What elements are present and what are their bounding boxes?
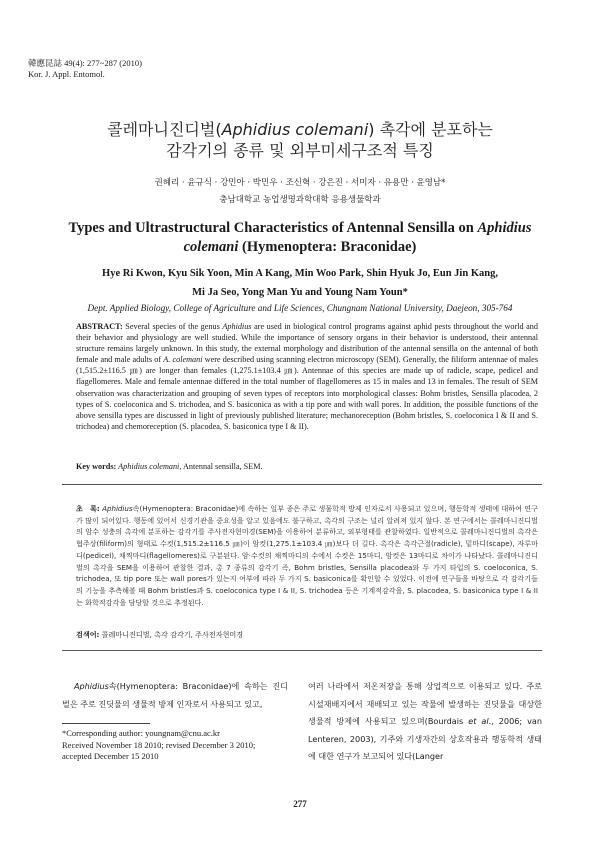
keywords bbox=[76, 462, 538, 471]
journal-citation: 韓應昆誌 49(4): 277~287 (2010) bbox=[28, 58, 142, 68]
body-right-text-1: 여러 나라에서 저온저장을 통해 상업적으로 이용되고 있다. 주로 시설재배지에서 재배되고 있는 작물에 발생하는 진딧물을 대상한 생물적 방제에 사용되고 있으며(Bourdais bbox=[308, 681, 542, 726]
abstract-italic-1: Aphidius bbox=[222, 322, 252, 331]
korean-abstract-italic: Aphidius bbox=[99, 504, 133, 513]
korean-keywords-label: 검색어: bbox=[76, 630, 100, 639]
body-left-column bbox=[62, 678, 288, 713]
korean-abstract bbox=[76, 503, 538, 608]
body-right-text-2: ., 2006; van Lenteren, 2003), 기주와 기생자간의 상호작용과 행동학적 생태에 대한 연구가 보고되어 있다(Langer bbox=[308, 716, 542, 761]
korean-affiliation: 충남대학교 농업생명과학대학 응용생물학과 bbox=[219, 195, 381, 205]
keywords-rest: , Antennal sensilla, SEM. bbox=[179, 462, 263, 471]
english-affiliation: Dept. Applied Biology, College of Agriculture and Life Sciences, Chungnam National University, Daejeon, 305-764 bbox=[87, 303, 513, 313]
english-title-line2: (Hymenoptera: Braconidae) bbox=[238, 239, 417, 255]
journal-header bbox=[28, 58, 142, 80]
abstract bbox=[76, 321, 538, 432]
english-title bbox=[40, 219, 560, 257]
korean-title-pre: 콜레마니진디벌( bbox=[107, 120, 222, 139]
footnote-rule bbox=[62, 723, 150, 724]
english-title-species: colemani bbox=[183, 239, 239, 255]
english-authors-line1: Hye Ri Kwon, Kyu Sik Yoon, Min A Kang, Min Woo Park, Shin Hyuk Jo, Eun Jin Kang, bbox=[102, 268, 498, 279]
korean-authors: 권혜리 · 윤규식 · 강민아 · 박민우 · 조신혁 · 강은진 · 서미자 · 유용만 · 윤영남* bbox=[154, 178, 446, 188]
keywords-label: Key words: bbox=[76, 462, 117, 471]
accepted-date: accepted December 15 2010 bbox=[62, 751, 159, 761]
divider-bottom bbox=[62, 650, 542, 651]
abstract-label: ABSTRACT: bbox=[76, 322, 123, 331]
journal-abbrev: Kor. J. Appl. Entomol. bbox=[28, 69, 105, 79]
english-title-genus: Aphidius bbox=[477, 220, 532, 236]
body-right-column bbox=[308, 678, 542, 766]
abstract-text-2: are used in biological control programs against aphid pests throughout the world and their behavior and physiology are well studied. While the importance of sensory organs in their behavior is understood, their antennal structure remains largely unknown. In this study, the external morphology and distribution of the antennal sensilla on the antennal of both female and male adults of bbox=[76, 322, 538, 365]
korean-keywords-text: 콜레마니진디벌, 촉각 감각기, 주사전자현미경 bbox=[99, 630, 244, 639]
korean-title bbox=[0, 119, 600, 161]
korean-abstract-label: 초 록: bbox=[76, 504, 100, 513]
page-number: 277 bbox=[293, 799, 307, 809]
korean-abstract-text: 속(Hymenoptera: Braconidae)에 속하는 일부 종은 주로 생물학적 방제 인자로서 사용되고 있으며, 행동학적 생태에 대하여 연구가 많이 되어있다. 행동에 있어서 신경기관을 중요성을 알고 있음에도 불구하고, 촉각의 구조는 널리 알려져 있지 않다. 본 연구에서는 콜레마니진디벌의 암수 성충의 촉각에 분포하는 감각기를 주사전자현미경(SEM)을 이용하여 분류하고, 외부형태를 관찰하였다. 일반적으로 콜레마니진디벌의 촉각은 협주상(filiform)의 형태로 수컷(1,515.2±116.5 ㎛)이 암컷(1,275.1±103.4 ㎛)보다 더 길다. 촉각은 촉각근절(radicle), 밑마디(scape), 자루마디(pedicel), 채찍마디(flagellomeres)로 구분된다. 암·수컷의 채찍마디의 수에서 수컷은 15마디, 암컷은 13마디로 차이가 나타났다. 콜레마니진디벌의 촉각을 SEM을 이용하여 관찰한 결과, 총 7 종류의 감각기 즉, Bohm bristles, Sensilla placodea와 두 가지 타입의 S. coeloconica, S. trichodea, 또 tip pore 또는 wall pores가 있는지 여부에 따라 두 가지 S. basiconica를 확인할 수 있었다. 이전에 연구들을 바탕으로 각 감각기들의 기능을 추측해볼 때 Bohm bristles과 S. coeloconica type I & II, S. trichodea 등은 기계적감각을, S. placodea, S. basiconica type I & II는 화학적감각을 담당할 것으로 추정된다. bbox=[76, 504, 538, 607]
body-left-text: 속(Hymenoptera: Braconidae)에 속하는 진디벌은 주로 진딧물의 생물적 방제 인자로서 사용되고 있고, bbox=[62, 681, 288, 709]
corresponding-author: *Corresponding author: youngnam@cnu.ac.kr bbox=[62, 728, 220, 738]
korean-title-line2: 감각기의 종류 및 외부미세구조적 특징 bbox=[166, 141, 434, 160]
korean-title-italic: Aphidius colemani bbox=[221, 120, 369, 139]
keywords-italic: Aphidius colemani bbox=[116, 462, 180, 471]
korean-title-post: ) 촉각에 분포하는 bbox=[368, 120, 493, 139]
english-authors-line2: Mi Ja Seo, Yong Man Yu and Young Nam Youn* bbox=[192, 287, 408, 298]
divider-top bbox=[62, 484, 542, 485]
body-left-italic: Aphidius bbox=[74, 681, 109, 691]
english-authors bbox=[40, 264, 560, 302]
english-title-line1: Types and Ultrastructural Characteristics of Antennal Sensilla on bbox=[68, 220, 478, 236]
abstract-text-1: Several species of the genus bbox=[122, 322, 223, 331]
abstract-text-3: were described using scanning electron microscopy (SEM). Generally, the filiform antennae of males (1,515.2±116.5 ㎛) are longer than females (1,275.1±103.4 ㎛). Antennae of this species are made up of radicle, scape, pedicel and flagellomeres. Male and female antennae differed in the total number of flagellomeres as 15 in males and 13 in females. The result of SEM observation was characterization and grouping of seven types of receptors into morphological classes: Bohm bristles, Sensilla placodea, 2 types of S. coeloconica and S. trichodea, and S. basiconica as with a tip pore and with wall pores. In addition, the possible functions of the above sensilla types are discussed in light of previously published literature; mechanoreception (Bohm bristles, S. coeloconica I & II and S. trichodea) and chemoreception (S. placodea, S. basiconica type I & II). bbox=[76, 355, 539, 431]
body-right-italic: et al bbox=[468, 716, 489, 726]
abstract-italic-2: A. colemani bbox=[163, 355, 203, 365]
korean-keywords bbox=[76, 630, 538, 640]
received-date: Received November 18 2010; revised December 3 2010; bbox=[62, 739, 256, 750]
footnote bbox=[62, 728, 292, 763]
